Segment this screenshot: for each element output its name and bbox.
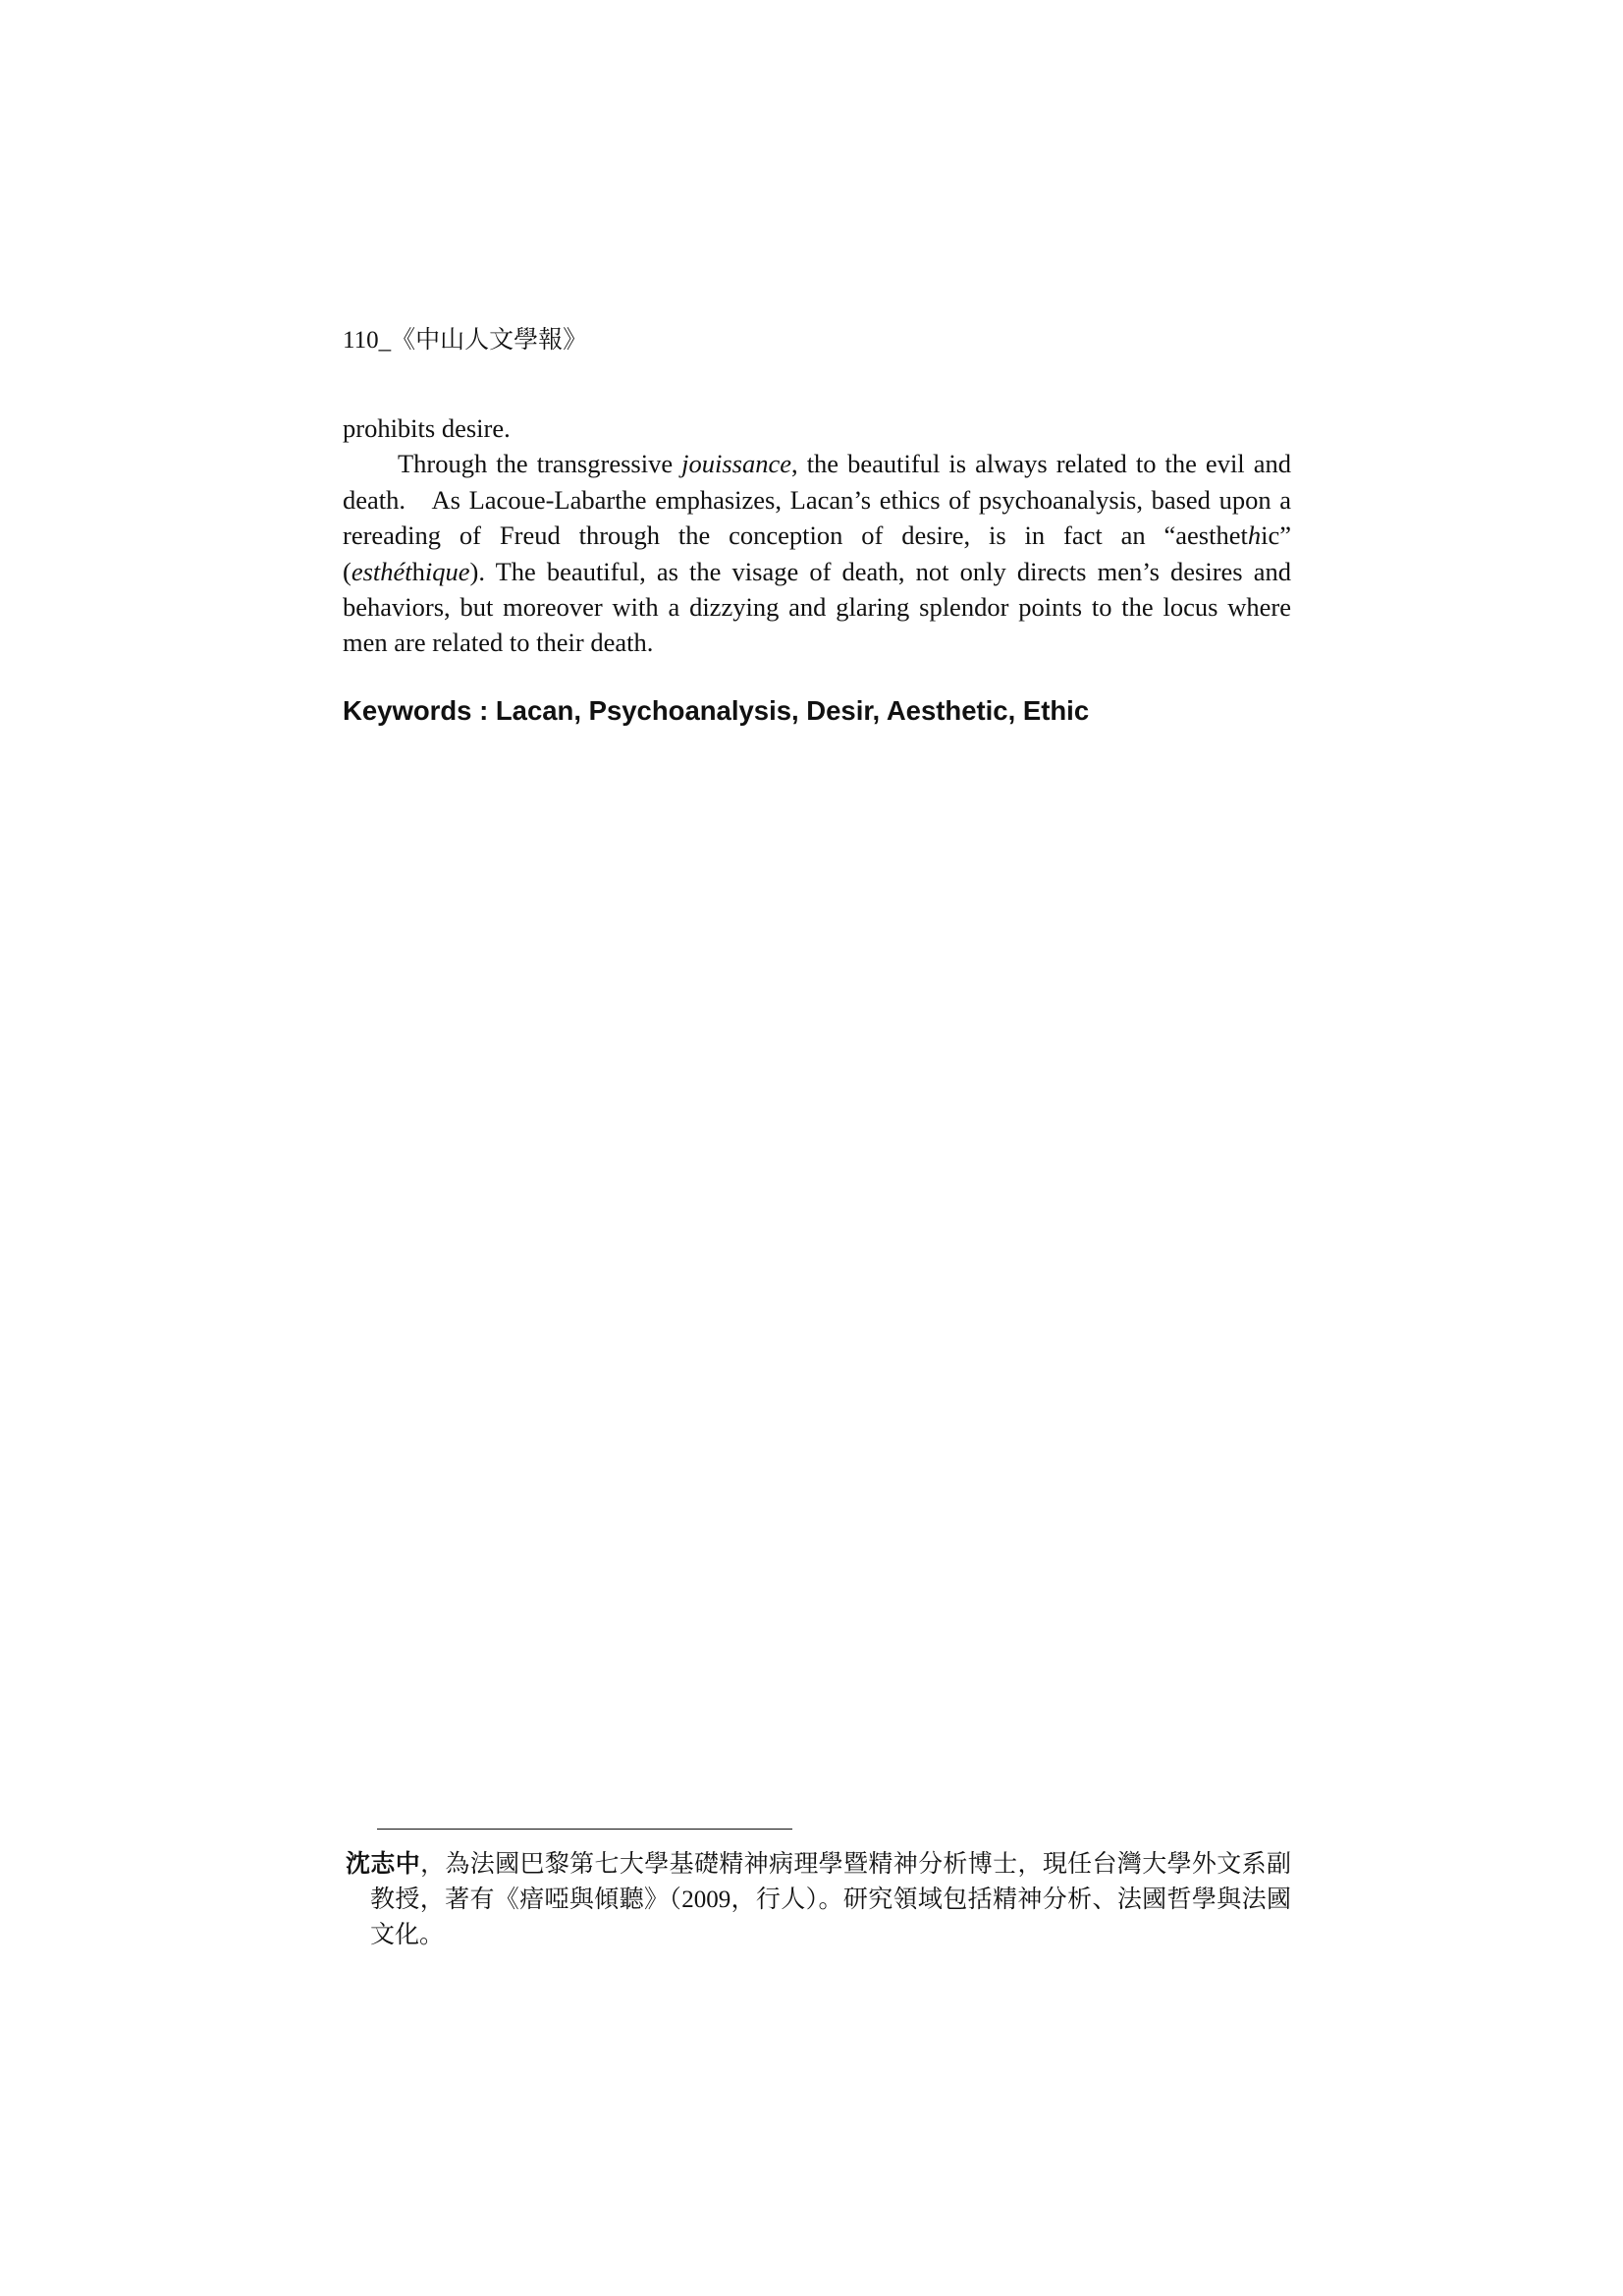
- abstract-paragraph: [343, 446, 1291, 660]
- abstract-text: [343, 410, 1291, 661]
- italic-term-jouissance: jouissance: [681, 449, 792, 479]
- author-name: 沈志中: [346, 1849, 421, 1878]
- italic-letter: h: [1247, 520, 1262, 551]
- text-run: ). The beautiful, as the visage of death, not only directs men’s desires and behaviors, but moreover with a dizzying and glaring splendor points to the locus where men are related to their death.: [343, 556, 1291, 658]
- running-head: 110_《中山人文學報》: [343, 327, 588, 354]
- text-run: h: [411, 556, 425, 586]
- author-footnote: [346, 1846, 1291, 1953]
- text-run: ic” (: [343, 520, 1291, 586]
- abstract-line-prohibits: prohibits desire.: [343, 413, 511, 443]
- keywords-line: Keywords : Lacan, Psychoanalysis, Desir, Aesthetic, Ethic: [343, 695, 1090, 726]
- footnote-divider: [377, 1829, 792, 1830]
- italic-term-esthetique: esthét: [351, 556, 412, 586]
- author-bio: ，為法國巴黎第七大學基礎精神病理學暨精神分析博士，現任台灣大學外文系副教授，著有《瘖啞與傾聽》（2009，行人）。研究領域包括精神分析、法國哲學與法國文化。: [370, 1851, 1291, 1948]
- text-run: , the beautiful is always related to the evil and death. As Lacoue-Labarthe emphasizes, Lacan’s ethics of psychoanalysis, based upon a rereading of Freud through the conception of desire, is in fact an “aesthet: [343, 449, 1291, 551]
- italic-term-esthetique-end: ique: [424, 556, 470, 586]
- text-run: Through the transgressive: [398, 449, 682, 479]
